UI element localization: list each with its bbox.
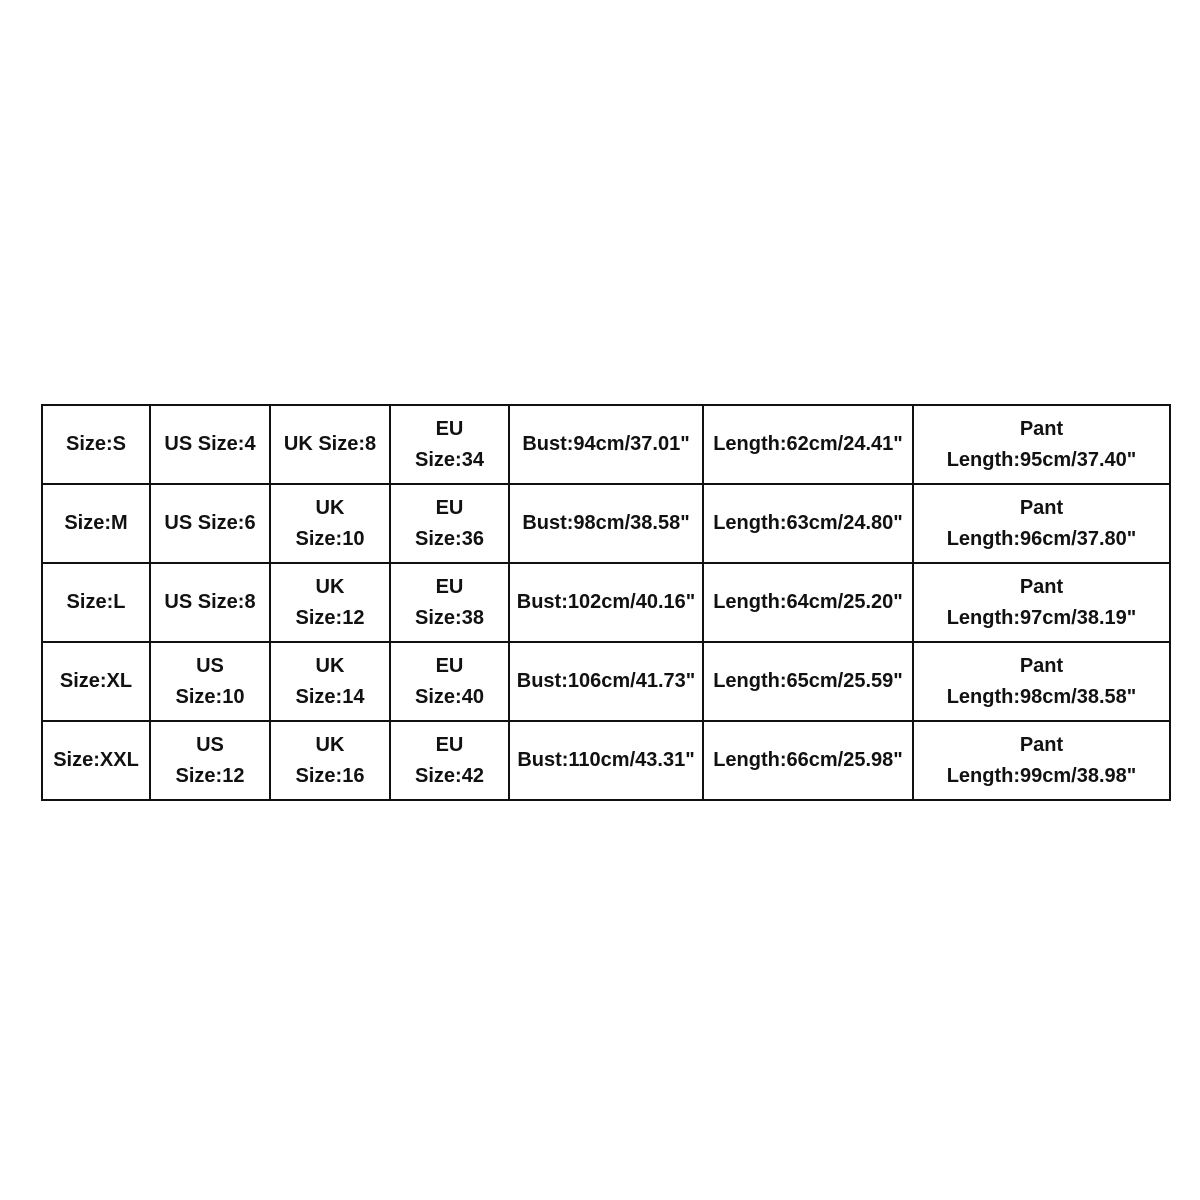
cell-text: Length:99cm/38.98": [946, 764, 1137, 787]
cell-text: Size:42: [415, 764, 484, 787]
cell-text: EU: [435, 496, 464, 519]
cell-text: UK Size:8: [283, 433, 377, 455]
cell-size: [42, 484, 150, 563]
cell-text: US: [196, 733, 224, 756]
cell-text: Length:66cm/25.98": [713, 749, 903, 771]
cell-text: Size:XL: [59, 670, 133, 692]
cell-size: [42, 721, 150, 800]
cell-text: Bust:94cm/37.01": [522, 433, 690, 455]
cell-text: Length:63cm/24.80": [713, 512, 903, 534]
cell-eu: [390, 405, 509, 484]
cell-uk: [270, 563, 390, 642]
cell-text: Length:97cm/38.19": [946, 606, 1137, 629]
cell-bust: [509, 405, 703, 484]
cell-text: US Size:4: [164, 433, 256, 455]
cell-text: Bust:102cm/40.16": [516, 591, 696, 613]
cell-text: Size:38: [415, 606, 484, 629]
cell-length: [703, 721, 913, 800]
cell-text: Size:S: [65, 433, 127, 455]
cell-text: EU: [435, 417, 464, 440]
size-chart-table: [41, 404, 1171, 801]
cell-pant: [913, 405, 1170, 484]
cell-text: Size:14: [295, 685, 365, 708]
cell-text: Length:65cm/25.59": [713, 670, 903, 692]
table-row: [42, 405, 1170, 484]
cell-length: [703, 563, 913, 642]
cell-text: Size:XXL: [53, 749, 139, 771]
cell-uk: [270, 484, 390, 563]
cell-eu: [390, 563, 509, 642]
cell-text: Length:96cm/37.80": [946, 527, 1137, 550]
cell-bust: [509, 563, 703, 642]
table-row: [42, 642, 1170, 721]
cell-eu: [390, 484, 509, 563]
cell-size: [42, 642, 150, 721]
cell-text: US Size:8: [164, 591, 256, 613]
cell-length: [703, 405, 913, 484]
cell-text: Size:12: [295, 606, 365, 629]
cell-text: Pant: [1019, 417, 1064, 440]
table-row: [42, 484, 1170, 563]
cell-length: [703, 484, 913, 563]
table-row: [42, 721, 1170, 800]
cell-text: US: [196, 654, 224, 677]
cell-text: Length:64cm/25.20": [713, 591, 903, 613]
cell-text: US Size:6: [164, 512, 256, 534]
cell-text: Size:12: [175, 764, 245, 787]
cell-text: UK: [315, 733, 345, 756]
cell-text: Bust:110cm/43.31": [517, 749, 695, 771]
cell-text: Size:34: [415, 448, 484, 471]
cell-text: Size:16: [295, 764, 365, 787]
cell-eu: [390, 642, 509, 721]
cell-text: Size:36: [415, 527, 484, 550]
cell-size: [42, 563, 150, 642]
cell-text: Length:98cm/38.58": [946, 685, 1137, 708]
cell-text: Pant: [1019, 654, 1064, 677]
cell-us: [150, 405, 270, 484]
cell-eu: [390, 721, 509, 800]
cell-text: EU: [435, 575, 464, 598]
cell-text: Bust:98cm/38.58": [522, 512, 690, 534]
cell-text: UK: [315, 575, 345, 598]
cell-text: Length:62cm/24.41": [713, 433, 903, 455]
table-row: [42, 563, 1170, 642]
cell-text: EU: [435, 733, 464, 756]
cell-text: Size:L: [66, 591, 126, 613]
cell-text: Size:10: [175, 685, 245, 708]
cell-us: [150, 721, 270, 800]
cell-pant: [913, 484, 1170, 563]
cell-text: UK: [315, 496, 345, 519]
cell-text: Pant: [1019, 733, 1064, 756]
cell-length: [703, 642, 913, 721]
cell-pant: [913, 563, 1170, 642]
cell-pant: [913, 642, 1170, 721]
cell-text: Pant: [1019, 575, 1064, 598]
size-chart-body: [42, 405, 1170, 800]
cell-size: [42, 405, 150, 484]
cell-text: Pant: [1019, 496, 1064, 519]
cell-text: Size:10: [295, 527, 365, 550]
cell-us: [150, 642, 270, 721]
cell-text: Length:95cm/37.40": [946, 448, 1137, 471]
cell-text: EU: [435, 654, 464, 677]
cell-uk: [270, 405, 390, 484]
cell-pant: [913, 721, 1170, 800]
cell-uk: [270, 721, 390, 800]
cell-bust: [509, 484, 703, 563]
cell-text: Bust:106cm/41.73": [516, 670, 696, 692]
cell-text: Size:40: [415, 685, 484, 708]
cell-uk: [270, 642, 390, 721]
cell-bust: [509, 642, 703, 721]
cell-us: [150, 484, 270, 563]
cell-bust: [509, 721, 703, 800]
cell-text: UK: [315, 654, 345, 677]
cell-text: Size:M: [64, 512, 128, 534]
cell-us: [150, 563, 270, 642]
